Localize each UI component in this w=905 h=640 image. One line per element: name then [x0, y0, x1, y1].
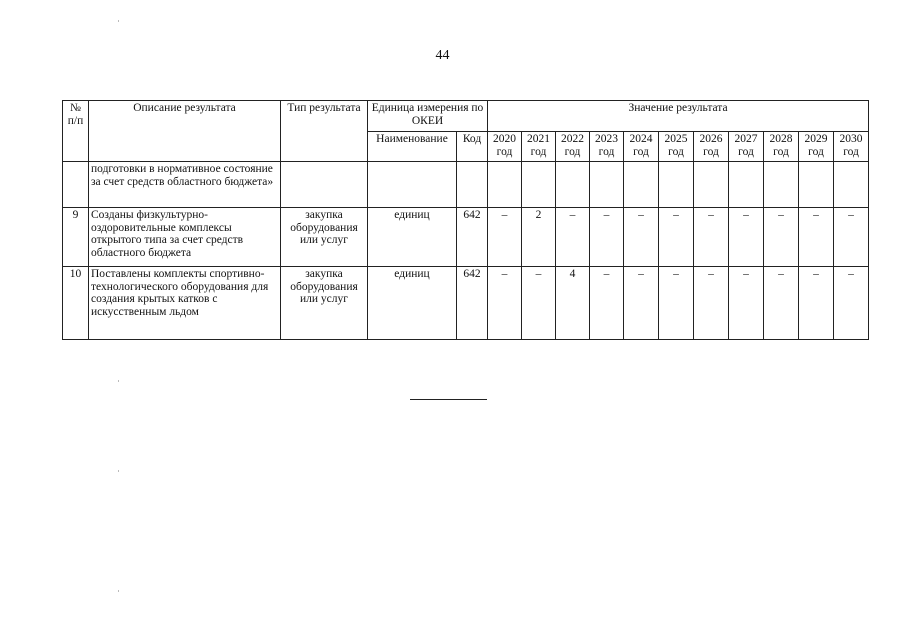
header-year: 2024 год [624, 132, 659, 162]
row-value: 2 [522, 208, 556, 267]
row-type: закупка оборудования или услуг [281, 208, 368, 267]
row-value [488, 162, 522, 208]
header-year: 2027 год [729, 132, 764, 162]
row-type: закупка оборудования или услуг [281, 267, 368, 340]
header-unit-group: Единица измерения по ОКЕИ [368, 101, 488, 132]
table-row [63, 267, 869, 340]
scan-speck [118, 20, 119, 22]
header-year: 2030 год [834, 132, 869, 162]
row-unit [368, 162, 457, 208]
row-value: – [834, 208, 869, 267]
row-value [799, 162, 834, 208]
row-code: 642 [457, 267, 488, 340]
scan-speck [118, 380, 119, 382]
row-value: 4 [556, 267, 590, 340]
scan-speck [118, 470, 119, 472]
row-value: – [590, 267, 624, 340]
table-row [63, 208, 869, 267]
row-value: – [799, 267, 834, 340]
row-num: 9 [63, 208, 89, 267]
row-unit: единиц [368, 208, 457, 267]
row-value: – [488, 267, 522, 340]
row-code: 642 [457, 208, 488, 267]
scan-speck [118, 590, 119, 592]
row-value: – [488, 208, 522, 267]
row-value [834, 162, 869, 208]
header-unit-name: Наименование [368, 132, 457, 162]
header-year: 2022 год [556, 132, 590, 162]
row-value [659, 162, 694, 208]
footer-divider-line [410, 399, 487, 400]
header-unit-code: Код [457, 132, 488, 162]
row-value: – [764, 267, 799, 340]
row-value [624, 162, 659, 208]
table-row [63, 162, 869, 208]
row-value: – [659, 267, 694, 340]
results-table [62, 100, 869, 340]
row-value: – [834, 267, 869, 340]
row-value [556, 162, 590, 208]
row-value: – [694, 208, 729, 267]
header-year: 2021 год [522, 132, 556, 162]
row-value: – [729, 267, 764, 340]
row-num: 10 [63, 267, 89, 340]
row-description: Поставлены комплекты спортивно-технологического оборудования для создания крытых катков с искусственным льдом [89, 267, 281, 340]
row-value: – [729, 208, 764, 267]
header-type: Тип результата [281, 101, 368, 162]
row-value: – [590, 208, 624, 267]
row-value [522, 162, 556, 208]
header-year: 2028 год [764, 132, 799, 162]
header-year: 2020 год [488, 132, 522, 162]
row-value [694, 162, 729, 208]
row-value: – [764, 208, 799, 267]
row-value [764, 162, 799, 208]
row-num [63, 162, 89, 208]
page-number: 44 [435, 48, 450, 63]
row-value: – [624, 267, 659, 340]
row-value: – [799, 208, 834, 267]
row-value: – [522, 267, 556, 340]
row-value: – [556, 208, 590, 267]
row-value: – [624, 208, 659, 267]
header-description: Описание результата [89, 101, 281, 162]
row-unit: единиц [368, 267, 457, 340]
row-value: – [659, 208, 694, 267]
header-year: 2029 год [799, 132, 834, 162]
row-type [281, 162, 368, 208]
row-value [729, 162, 764, 208]
row-description: подготовки в нормативное состояние за счет средств областного бюджета» [89, 162, 281, 208]
header-year: 2023 год [590, 132, 624, 162]
row-value: – [694, 267, 729, 340]
header-value-group: Значение результата [488, 101, 869, 132]
row-code [457, 162, 488, 208]
header-year: 2025 год [659, 132, 694, 162]
header-num: № п/п [63, 101, 89, 162]
header-year: 2026 год [694, 132, 729, 162]
row-description: Созданы физкультурно-оздоровительные комплексы открытого типа за счет средств областного бюджета [89, 208, 281, 267]
row-value [590, 162, 624, 208]
